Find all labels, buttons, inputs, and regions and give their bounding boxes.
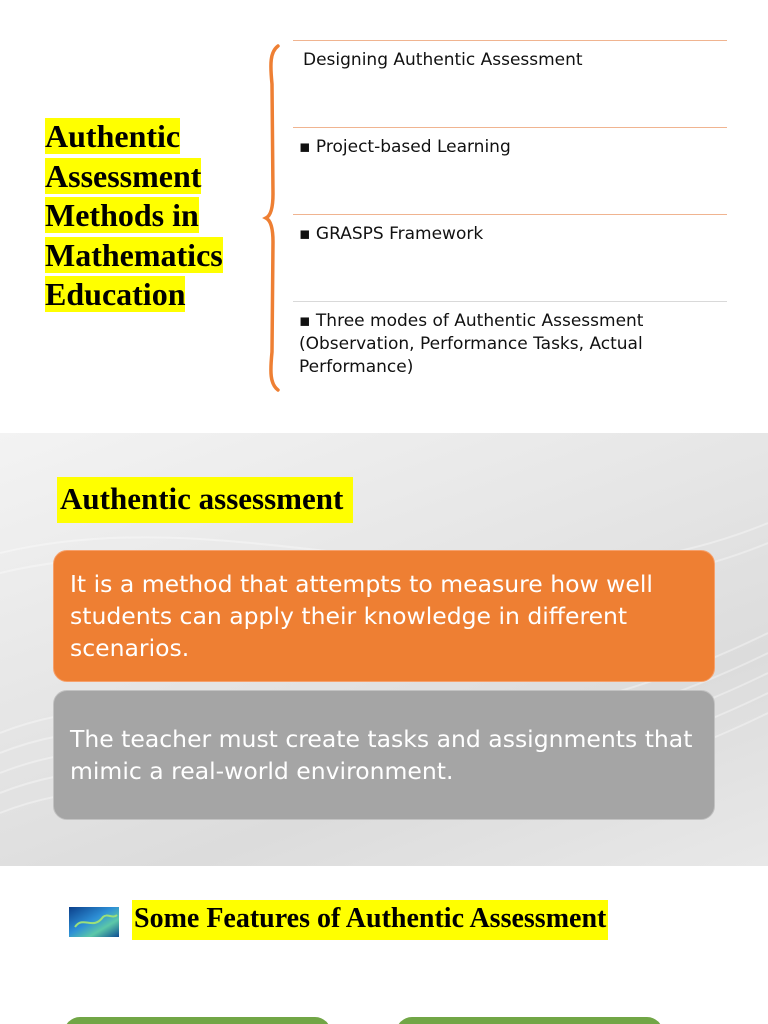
list-item: ▪ GRASPS Framework: [293, 214, 727, 302]
slide-1: [0, 0, 768, 433]
left-brace-icon: [262, 44, 286, 392]
requirement-box: The teacher must create tasks and assignments that mimic a real-world environment.: [53, 690, 715, 820]
slide-2: [0, 433, 768, 866]
list-item: ▪ Three modes of Authentic Assessment (Observation, Performance Tasks, Actual Performance): [293, 301, 727, 391]
definition-box: It is a method that attempts to measure how well students can apply their knowledge in different scenarios.: [53, 550, 715, 682]
list-item: ▪ Project-based Learning: [293, 127, 727, 215]
globe-logo-icon: [69, 907, 119, 937]
feature-box-right: [396, 1017, 663, 1024]
feature-box-left: [64, 1017, 331, 1024]
slide-3: [0, 866, 768, 1024]
list-item: Designing Authentic Assessment: [293, 40, 727, 128]
slide-2-title: Authentic assessment: [57, 477, 353, 523]
slide-1-title: Authentic Assessment Methods in Mathematics Education: [45, 118, 223, 312]
slide-3-title: Some Features of Authentic Assessment: [132, 900, 608, 940]
